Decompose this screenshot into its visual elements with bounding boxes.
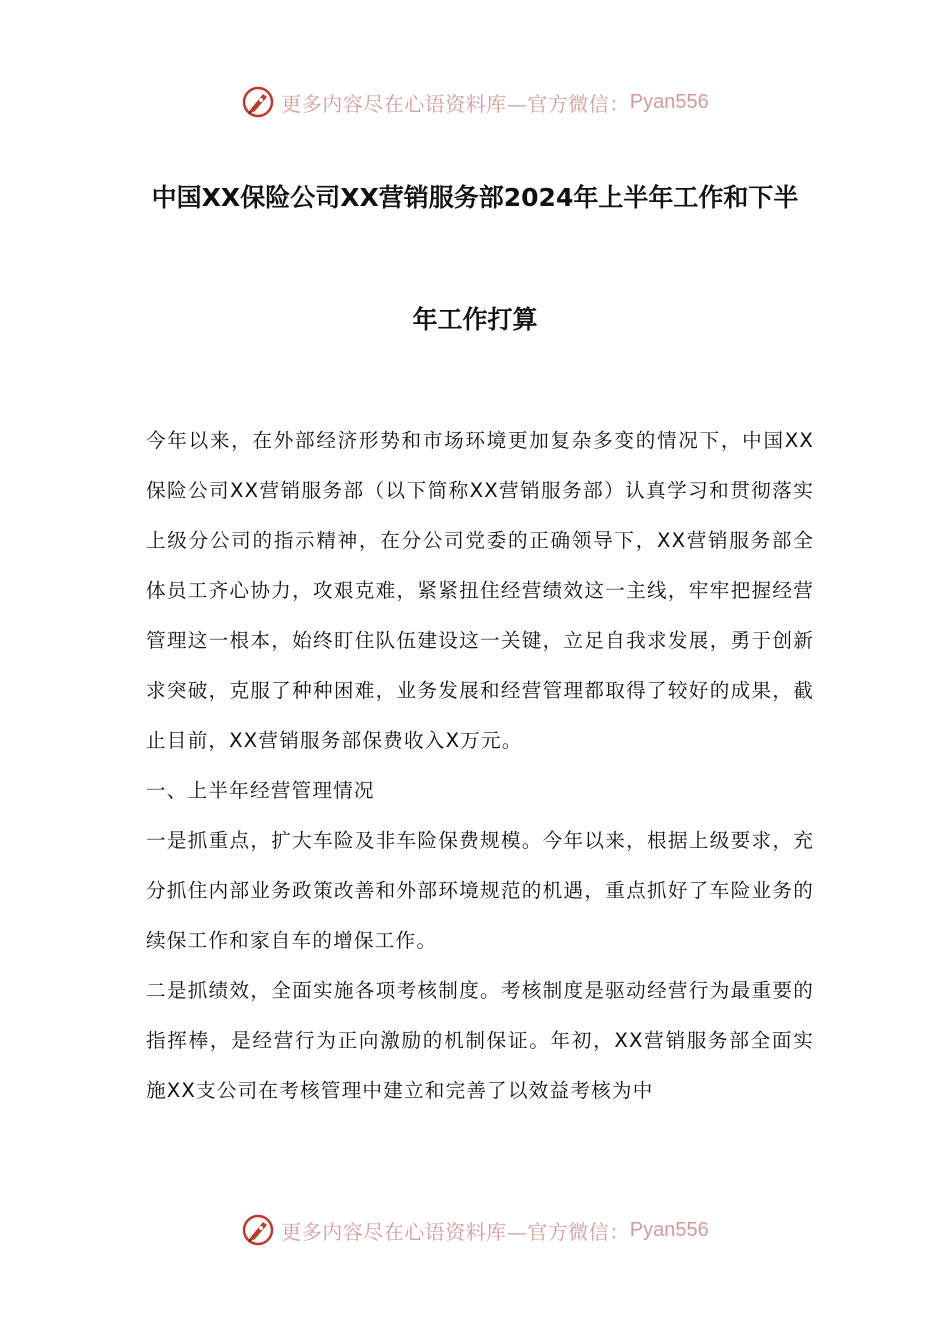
pen-logo-icon	[241, 85, 275, 119]
document-title-line-1: 中国XX保险公司XX营销服务部2024年上半年工作和下半	[151, 183, 799, 212]
pen-logo-icon	[241, 1213, 275, 1247]
document-body	[146, 416, 814, 1116]
watermark-banner-top	[0, 82, 950, 122]
watermark-text: 更多内容尽在心语资料库—官方微信：	[281, 1219, 630, 1244]
section-heading: 一、上半年经营管理情况	[146, 779, 375, 802]
paragraph-point-2: 二是抓绩效，全面实施各项考核制度。考核制度是驱动经营行为最重要的指挥棒，是经营行为正向激励的机制保证。年初，XX营销服务部全面实施XX支公司在考核管理中建立和完善了以效益考核为中	[146, 979, 814, 1102]
paragraph-point-1: 一是抓重点，扩大车险及非车险保费规模。今年以来，根据上级要求，充分抓住内部业务政策改善和外部环境规范的机遇，重点抓好了车险业务的续保工作和家自车的增保工作。	[146, 829, 814, 952]
watermark-wechat-id: Pyan556	[629, 90, 709, 113]
watermark-text: 更多内容尽在心语资料库—官方微信：	[281, 91, 630, 116]
document-title-line-2: 年工作打算	[412, 305, 538, 334]
watermark-wechat-id: Pyan556	[629, 1218, 709, 1241]
paragraph-intro: 今年以来，在外部经济形势和市场环境更加复杂多变的情况下，中国XX保险公司XX营销服务部（以下简称XX营销服务部）认真学习和贯彻落实上级分公司的指示精神，在分公司党委的正确领导下，XX营销服务部全体员工齐心协力，攻艰克难，紧紧扭住经营绩效这一主线，牢牢把握经营管理这一根本，始终盯住队伍建设这一关键，立足自我求发展，勇于创新求突破，克服了种种困难，业务发展和经营管理都取得了较好的成果，截止目前，XX营销服务部保费收入X万元。	[146, 429, 814, 752]
watermark-banner-bottom	[0, 1210, 950, 1250]
